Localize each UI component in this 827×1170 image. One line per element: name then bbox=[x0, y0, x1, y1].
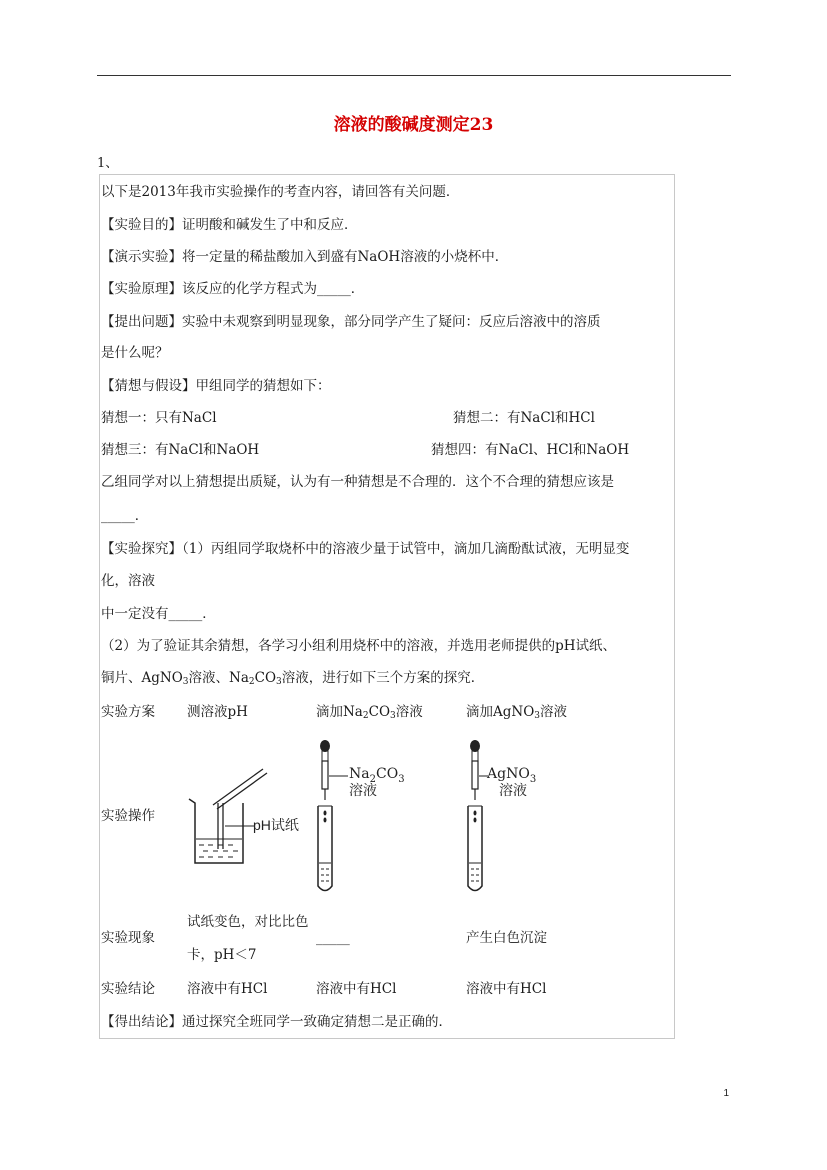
plan-col1: 测溶液pH bbox=[187, 704, 248, 720]
intro-text: 以下是2013年我市实验操作的考查内容，请回答有关问题． bbox=[101, 184, 460, 200]
page-title: 溶液的酸碱度测定23 bbox=[333, 115, 494, 135]
drop bbox=[324, 811, 327, 816]
guess-4: 猜想四：有NaCl、HCl和NaOH bbox=[431, 442, 630, 458]
purpose-text: 【实验目的】证明酸和碱发生了中和反应． bbox=[101, 217, 358, 233]
plan-text-2: 铜片、AgNO$_3$溶液、$Na_2CO_3$溶液，进行如下三个方案的探究． bbox=[101, 670, 485, 687]
phenomenon-col3: 产生白色沉淀 bbox=[466, 930, 547, 946]
beaker-figure bbox=[185, 765, 310, 870]
dropper1-label-2: 溶液 bbox=[349, 783, 377, 799]
phenomenon-col2: _____ bbox=[316, 930, 350, 946]
row-header-plan: 实验方案 bbox=[101, 704, 155, 720]
guess-3: 猜想三：有NaCl和NaOH bbox=[101, 442, 260, 458]
explore-text-1: 【实验探究】（1）丙组同学取烧杯中的溶液少量于试管中，滴加几滴酚酞试液，无明显变 bbox=[101, 541, 630, 557]
ph-paper-label: pH试纸 bbox=[253, 817, 299, 833]
plan-col3: 滴加AgNO$_3$溶液 bbox=[466, 704, 568, 721]
dropper2-label: AgNO$_3$ bbox=[487, 766, 537, 785]
dropper-tube bbox=[472, 761, 478, 789]
result-col1: 溶液中有HCl bbox=[187, 981, 268, 997]
explore-text-3: 中一定没有_____． bbox=[101, 606, 216, 622]
dropper-tube-figure-2 bbox=[462, 738, 572, 896]
doubt-text-2: _____． bbox=[101, 508, 149, 524]
hypothesis-heading: 【猜想与假设】甲组同学的猜想如下： bbox=[101, 378, 331, 394]
phenomenon-col1-line2: 卡，pH＜7 bbox=[187, 947, 257, 963]
guess-2: 猜想二：有NaCl和HCl bbox=[453, 410, 595, 426]
doubt-text-1: 乙组同学对以上猜想提出质疑，认为有一种猜想是不合理的．这个不合理的猜想应该是 bbox=[101, 474, 614, 490]
row-header-result: 实验结论 bbox=[101, 981, 155, 997]
principle-text: 【实验原理】该反应的化学方程式为_____． bbox=[101, 281, 365, 297]
dropper-bulb bbox=[320, 740, 330, 752]
phenomenon-col1-line1: 试纸变色，对比比色 bbox=[187, 914, 309, 930]
guess-1: 猜想一：只有NaCl bbox=[101, 410, 217, 426]
plan-col2: 滴加$Na_2CO_3$溶液 bbox=[316, 704, 423, 721]
conclusion-text: 【得出结论】通过探究全班同学一致确定猜想二是正确的． bbox=[101, 1014, 452, 1030]
dropper2-label-2: 溶液 bbox=[499, 783, 527, 799]
question-text-1: 【提出问题】实验中未观察到明显现象，部分同学产生了疑问：反应后溶液中的溶质 bbox=[101, 314, 601, 330]
explore-text-2: 化，溶液 bbox=[101, 573, 155, 589]
beaker-outline bbox=[189, 799, 243, 863]
glass-rod-diagonal bbox=[213, 769, 263, 805]
result-col3: 溶液中有HCl bbox=[466, 981, 547, 997]
page-number: 1 bbox=[723, 1088, 729, 1099]
dropper1-label: $Na_2CO_3$ bbox=[349, 766, 405, 785]
demo-text: 【演示实验】将一定量的稀盐酸加入到盛有NaOH溶液的小烧杯中． bbox=[101, 249, 509, 265]
question-text-2: 是什么呢？ bbox=[101, 345, 169, 361]
plan-text-1: （2）为了验证其余猜想，各学习小组利用烧杯中的溶液，并选用老师提供的pH试纸、 bbox=[101, 638, 617, 654]
result-col2: 溶液中有HCl bbox=[316, 981, 397, 997]
dropper-tube bbox=[322, 761, 328, 789]
drop bbox=[474, 811, 477, 816]
dropper-bulb bbox=[470, 740, 480, 752]
question-number: 1、 bbox=[97, 156, 119, 171]
dropper-tube-figure-1 bbox=[312, 738, 422, 896]
row-header-operation: 实验操作 bbox=[101, 808, 155, 824]
header-rule bbox=[97, 75, 731, 76]
row-header-phenomenon: 实验现象 bbox=[101, 930, 155, 946]
